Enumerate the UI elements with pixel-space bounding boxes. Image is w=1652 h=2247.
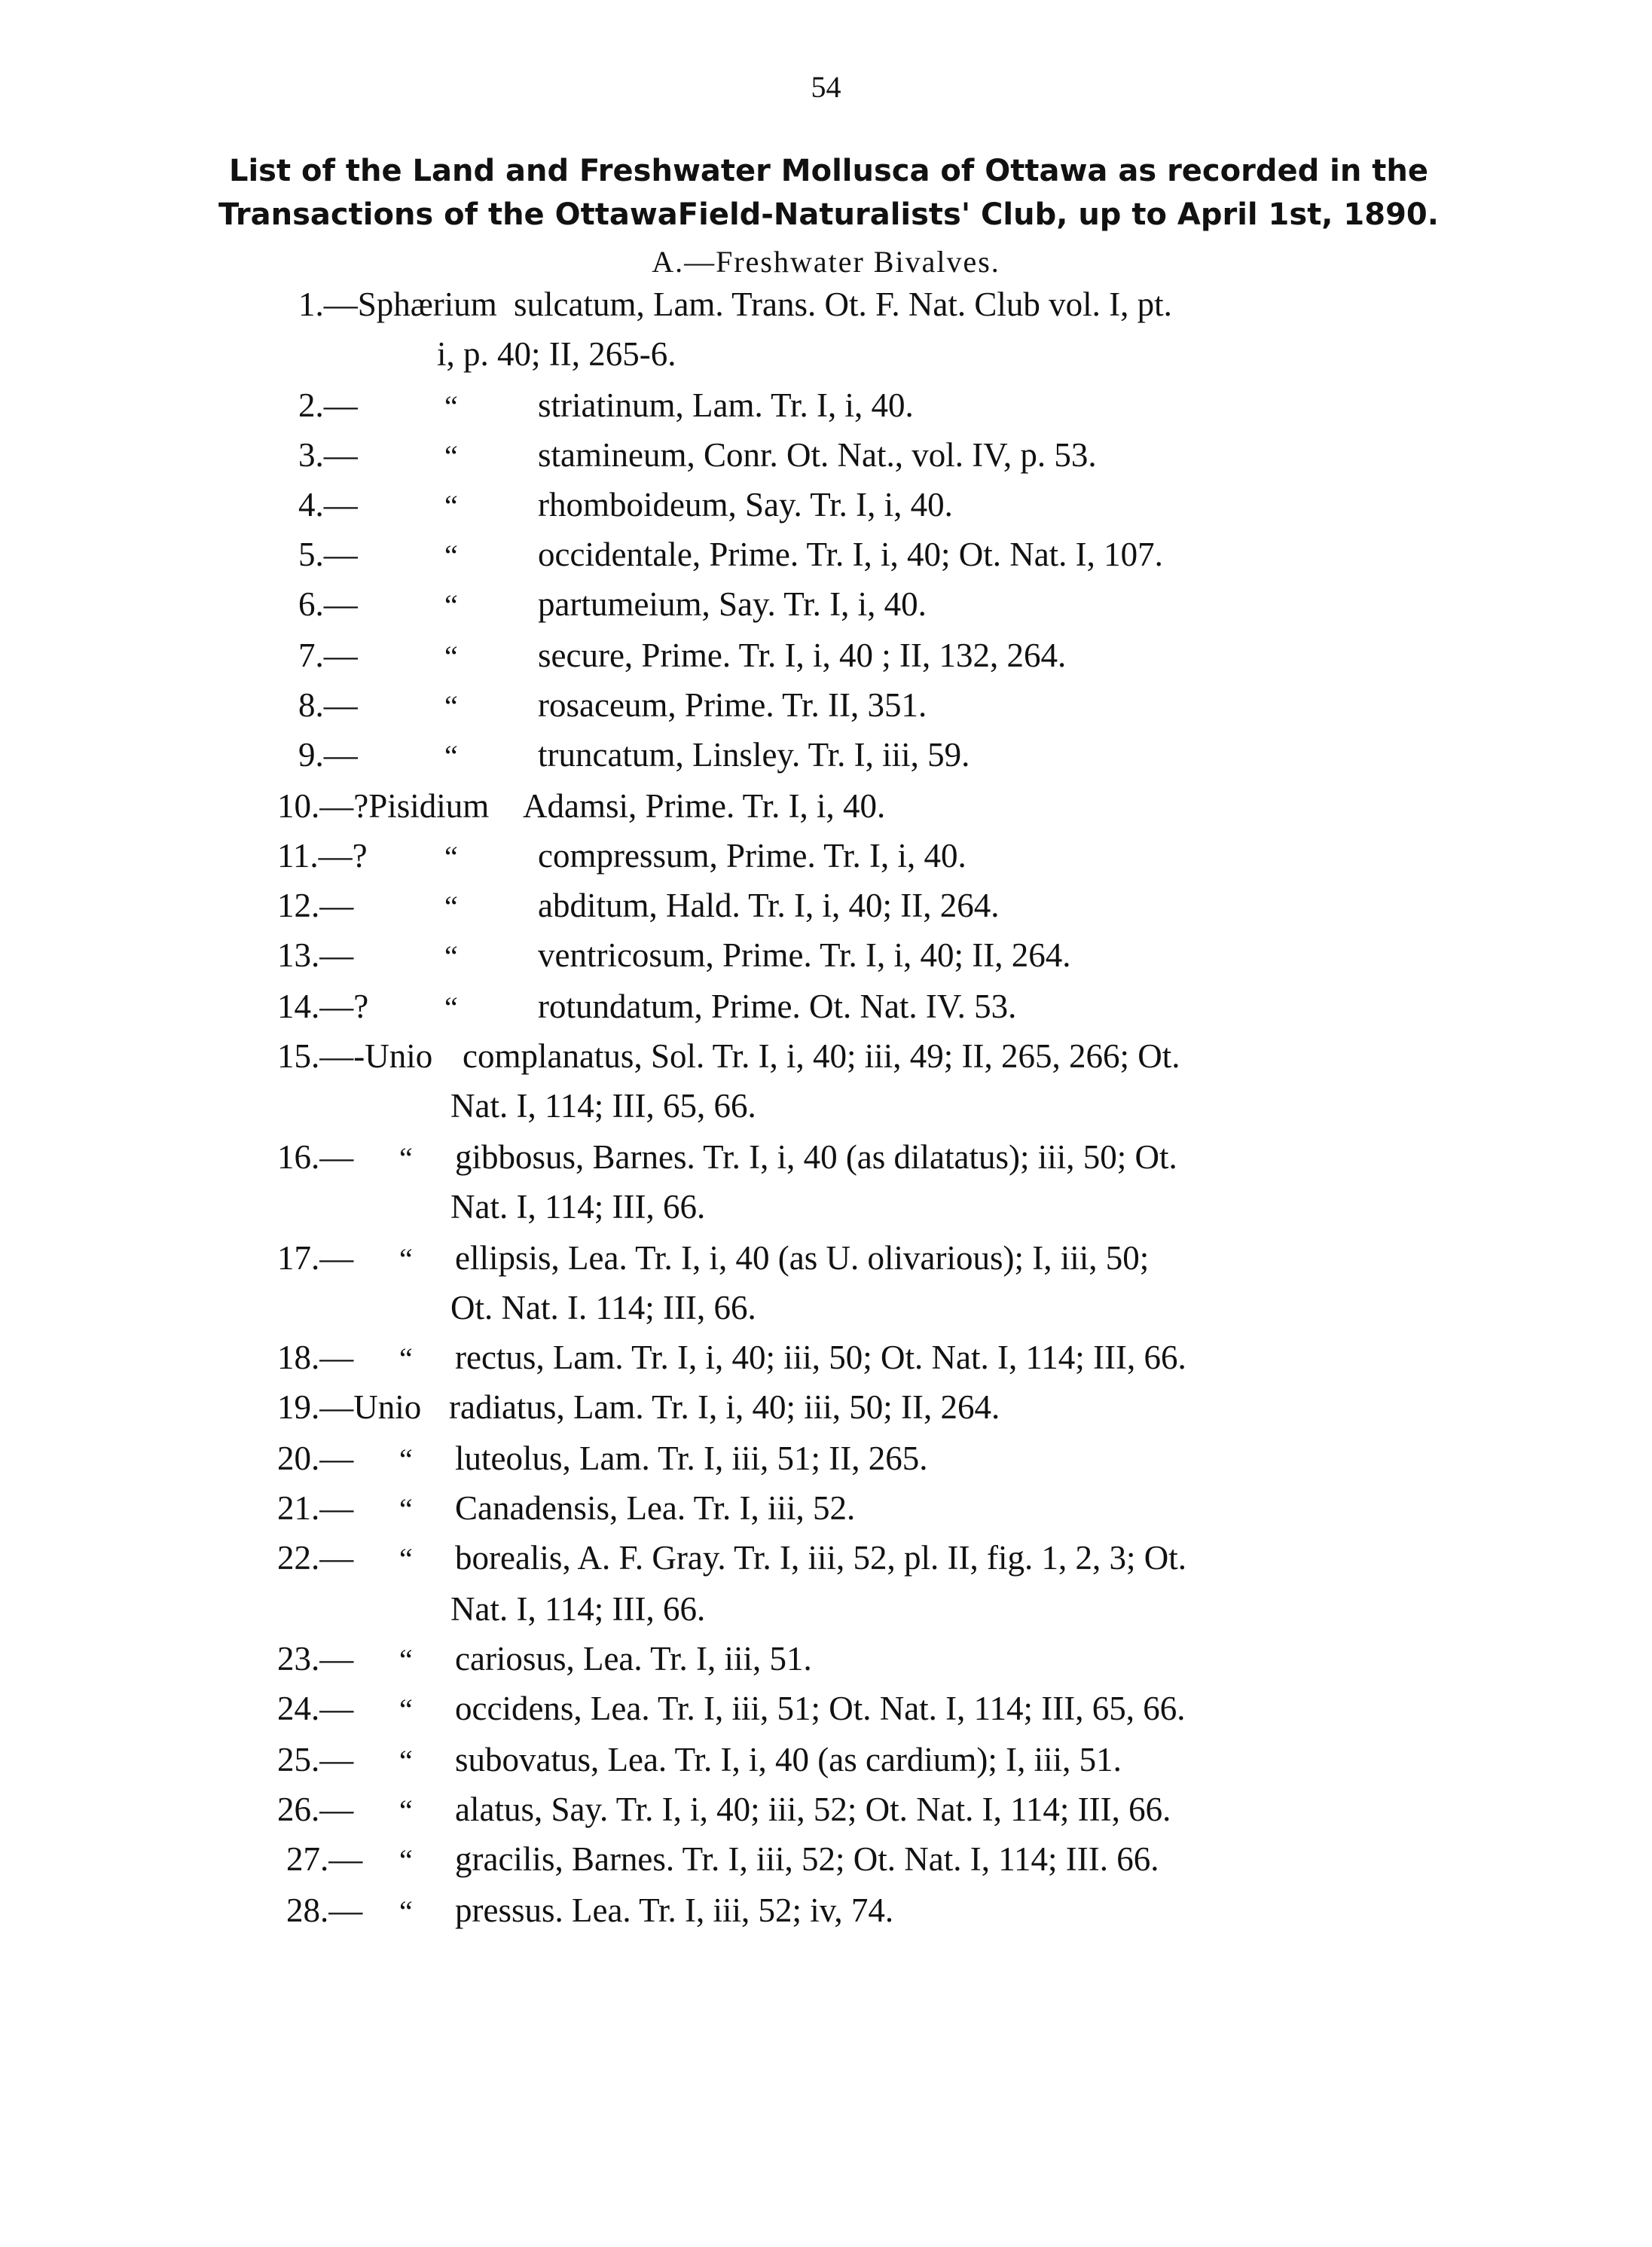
ditto-mark: “ xyxy=(399,1843,413,1877)
entry-text: rosaceum, Prime. Tr. II, 351. xyxy=(538,686,927,724)
entry-text: stamineum, Conr. Ot. Nat., vol. IV, p. 53. xyxy=(538,436,1097,474)
entry-text: rhomboideum, Say. Tr. I, i, 40. xyxy=(538,486,953,524)
entry-number: 4.— xyxy=(298,486,358,524)
entry-text: rectus, Lam. Tr. I, i, 40; iii, 50; Ot. Nat. I, 114; III, 66. xyxy=(455,1339,1186,1376)
ditto-mark: “ xyxy=(444,689,458,723)
entry-text: gibbosus, Barnes. Tr. I, i, 40 (as dilatatus); iii, 50; Ot. xyxy=(455,1138,1177,1176)
entry-text: ellipsis, Lea. Tr. I, i, 40 (as U. olivarious); I, iii, 50; xyxy=(455,1239,1150,1277)
entry-number: 8.— xyxy=(298,686,358,724)
entry-number: 3.— xyxy=(298,436,358,474)
entry-continuation: Ot. Nat. I. 114; III, 66. xyxy=(450,1289,756,1327)
ditto-mark: “ xyxy=(399,1492,413,1526)
entry-text: pressus. Lea. Tr. I, iii, 52; iv, 74. xyxy=(455,1891,894,1929)
entry-text: borealis, A. F. Gray. Tr. I, iii, 52, pl. II, fig. 1, 2, 3; Ot. xyxy=(455,1539,1186,1577)
entry-number: 6.— xyxy=(298,585,358,623)
list-item xyxy=(0,1793,1652,1838)
ditto-mark: “ xyxy=(399,1794,413,1827)
entry-number: 19.—Unio xyxy=(277,1388,422,1426)
entry-text: occidens, Lea. Tr. I, iii, 51; Ot. Nat. I, 114; III, 65, 66. xyxy=(455,1690,1186,1727)
list-item xyxy=(0,1341,1652,1386)
entry-number: 28.— xyxy=(286,1891,363,1929)
entry-text: alatus, Say. Tr. I, i, 40; iii, 52; Ot. Nat. I, 114; III, 66. xyxy=(455,1791,1171,1828)
list-item xyxy=(0,538,1652,583)
ditto-mark: “ xyxy=(444,588,458,622)
entry-text: radiatus, Lam. Tr. I, i, 40; iii, 50; II, 264. xyxy=(449,1388,1000,1426)
list-item xyxy=(0,889,1652,934)
entry-continuation: Nat. I, 114; III, 65, 66. xyxy=(450,1087,756,1125)
ditto-mark: “ xyxy=(444,539,458,572)
entry-number: 21.— xyxy=(277,1489,354,1527)
page-title-line-2: Transactions of the OttawaField-Naturalists' Club, up to April 1st, 1890. xyxy=(218,197,1439,232)
list-item xyxy=(0,688,1652,734)
list-item xyxy=(0,990,1652,1035)
ditto-mark: “ xyxy=(444,389,458,423)
entry-number: 12.— xyxy=(277,887,354,924)
ditto-mark: “ xyxy=(399,1643,413,1677)
ditto-mark: “ xyxy=(444,991,458,1024)
list-item xyxy=(0,839,1652,884)
page-number: 54 xyxy=(811,70,841,104)
entry-text: compressum, Prime. Tr. I, i, 40. xyxy=(538,837,966,875)
entry-number: 26.— xyxy=(277,1791,354,1828)
entry-text: complanatus, Sol. Tr. I, i, 40; iii, 49; II, 265, 266; Ot. xyxy=(463,1037,1180,1075)
list-item xyxy=(0,1241,1652,1287)
list-item xyxy=(0,1439,1652,1487)
entry-number: 25.— xyxy=(277,1741,354,1778)
section-heading: A.—Freshwater Bivalves. xyxy=(652,245,1000,279)
list-item xyxy=(0,386,1652,434)
entry-text: partumeium, Say. Tr. I, i, 40. xyxy=(538,585,927,623)
ditto-mark: “ xyxy=(444,439,458,473)
ditto-mark: “ xyxy=(399,1342,413,1375)
ditto-mark: “ xyxy=(399,1894,413,1928)
list-item xyxy=(0,1541,1652,1586)
entry-text: secure, Prime. Tr. I, i, 40 ; II, 132, 264. xyxy=(538,637,1067,674)
list-item xyxy=(0,1743,1652,1788)
entry-continuation: Nat. I, 114; III, 66. xyxy=(450,1590,706,1628)
entry-number: 16.— xyxy=(277,1138,354,1176)
list-item xyxy=(0,639,1652,684)
entry-number: 13.— xyxy=(277,936,354,974)
list-item xyxy=(0,585,1652,633)
entry-text: gracilis, Barnes. Tr. I, iii, 52; Ot. Nat. I, 114; III. 66. xyxy=(455,1840,1159,1878)
entry-number: 27.— xyxy=(286,1840,363,1878)
entry-number: 1.—Sphærium xyxy=(298,285,497,323)
entry-number: 9.— xyxy=(298,736,358,774)
ditto-mark: “ xyxy=(444,939,458,973)
entry-text: truncatum, Linsley. Tr. I, iii, 59. xyxy=(538,736,970,774)
list-item xyxy=(0,285,1652,333)
list-item xyxy=(0,438,1652,484)
entry-number: 18.— xyxy=(277,1339,354,1376)
ditto-mark: “ xyxy=(444,739,458,773)
list-item xyxy=(0,1642,1652,1687)
entry-text: luteolus, Lam. Tr. I, iii, 51; II, 265. xyxy=(455,1439,928,1477)
ditto-mark: “ xyxy=(444,840,458,874)
entry-number: 24.— xyxy=(277,1690,354,1727)
entry-text: occidentale, Prime. Tr. I, i, 40; Ot. Nat. I, 107. xyxy=(538,536,1163,573)
entry-text: striatinum, Lam. Tr. I, i, 40. xyxy=(538,386,914,424)
list-item xyxy=(0,1692,1652,1737)
ditto-mark: “ xyxy=(444,890,458,924)
entry-continuation: i, p. 40; II, 265-6. xyxy=(437,335,676,373)
ditto-mark: “ xyxy=(399,1443,413,1476)
entry-number: 17.— xyxy=(277,1239,354,1277)
entry-number: 14.—? xyxy=(277,988,369,1025)
list-item xyxy=(0,1388,1652,1436)
ditto-mark: “ xyxy=(399,1744,413,1778)
ditto-mark: “ xyxy=(399,1242,413,1276)
entry-number: 10.—?Pisidium xyxy=(277,787,490,825)
ditto-mark: “ xyxy=(399,1542,413,1576)
ditto-mark: “ xyxy=(444,489,458,523)
entry-number: 2.— xyxy=(298,386,358,424)
entry-text: cariosus, Lea. Tr. I, iii, 51. xyxy=(455,1640,812,1678)
list-item xyxy=(0,488,1652,533)
entry-number: 5.— xyxy=(298,536,358,573)
entry-number: 11.—? xyxy=(277,837,368,875)
page-title-line-1: List of the Land and Freshwater Mollusca of Ottawa as recorded in the xyxy=(228,154,1428,188)
entry-text: ventricosum, Prime. Tr. I, i, 40; II, 264. xyxy=(538,936,1071,974)
ditto-mark: “ xyxy=(444,640,458,673)
ditto-mark: “ xyxy=(399,1141,413,1175)
entry-text: subovatus, Lea. Tr. I, i, 40 (as cardium); I, iii, 51. xyxy=(455,1741,1122,1778)
list-item xyxy=(0,936,1652,984)
entry-continuation: Nat. I, 114; III, 66. xyxy=(450,1188,706,1226)
entry-text: Canadensis, Lea. Tr. I, iii, 52. xyxy=(455,1489,856,1527)
list-item xyxy=(0,1491,1652,1537)
entry-number: 22.— xyxy=(277,1539,354,1577)
entry-text: sulcatum, Lam. Trans. Ot. F. Nat. Club vol. I, pt. xyxy=(514,285,1172,323)
ditto-mark: “ xyxy=(399,1693,413,1726)
entry-text: abditum, Hald. Tr. I, i, 40; II, 264. xyxy=(538,887,1000,924)
entry-number: 20.— xyxy=(277,1439,354,1477)
list-item xyxy=(0,1891,1652,1939)
entry-text: Adamsi, Prime. Tr. I, i, 40. xyxy=(523,787,886,825)
list-item xyxy=(0,789,1652,835)
entry-number: 15.—-Unio xyxy=(277,1037,433,1075)
list-item xyxy=(0,1842,1652,1888)
entry-text: rotundatum, Prime. Ot. Nat. IV. 53. xyxy=(538,988,1017,1025)
list-item xyxy=(0,738,1652,783)
list-item xyxy=(0,1037,1652,1085)
list-item xyxy=(0,1140,1652,1186)
entry-number: 7.— xyxy=(298,637,358,674)
entry-number: 23.— xyxy=(277,1640,354,1678)
